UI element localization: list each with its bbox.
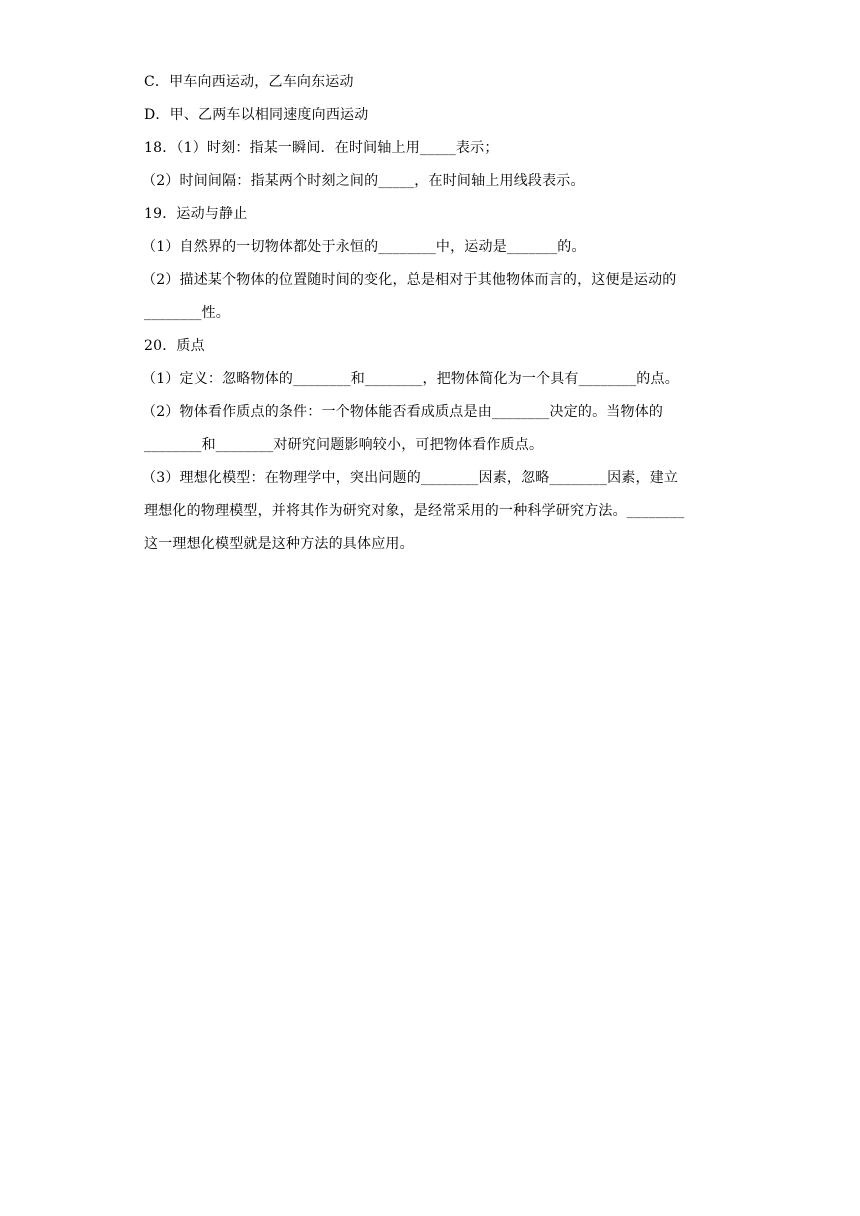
option-d: D．甲、乙两车以相同速度向西运动	[144, 107, 369, 123]
question-19-part-2: （2）描述某个物体的位置随时间的变化，总是相对于其他物体而言的，这便是运动的	[142, 272, 677, 288]
question-19-part-2-continued: ________性。	[144, 305, 230, 321]
question-20-part-3: （3）理想化模型：在物理学中，突出问题的________因素，忽略________因素，建立	[142, 470, 679, 486]
question-20-part-3-continued: 理想化的物理模型，并将其作为研究对象，是经常采用的一种科学研究方法。________	[144, 503, 685, 519]
question-20-part-3-end: 这一理想化模型就是这种方法的具体应用。	[144, 536, 414, 552]
question-18-part-2: （2）时间间隔：指某两个时刻之间的_____，在时间轴上用线段表示。	[142, 173, 585, 189]
question-20-heading: 20．质点	[144, 338, 205, 354]
question-19-heading: 19．运动与静止	[144, 206, 248, 222]
question-19-part-1: （1）自然界的一切物体都处于永恒的________中，运动是_______的。	[142, 239, 586, 255]
document-page	[144, 66, 724, 561]
question-20-part-1: （1）定义：忽略物体的________和________，把物体简化为一个具有________的点。	[142, 371, 679, 387]
option-c: C．甲车向西运动，乙车向东运动	[144, 74, 354, 90]
question-20-part-2-continued: ________和________对研究问题影响较小，可把物体看作质点。	[144, 437, 544, 453]
question-18-part-1: 18．（1）时刻：指某一瞬间．在时间轴上用_____表示；	[144, 140, 499, 156]
question-20-part-2: （2）物体看作质点的条件：一个物体能否看成质点是由________决定的。当物体的	[142, 404, 664, 420]
